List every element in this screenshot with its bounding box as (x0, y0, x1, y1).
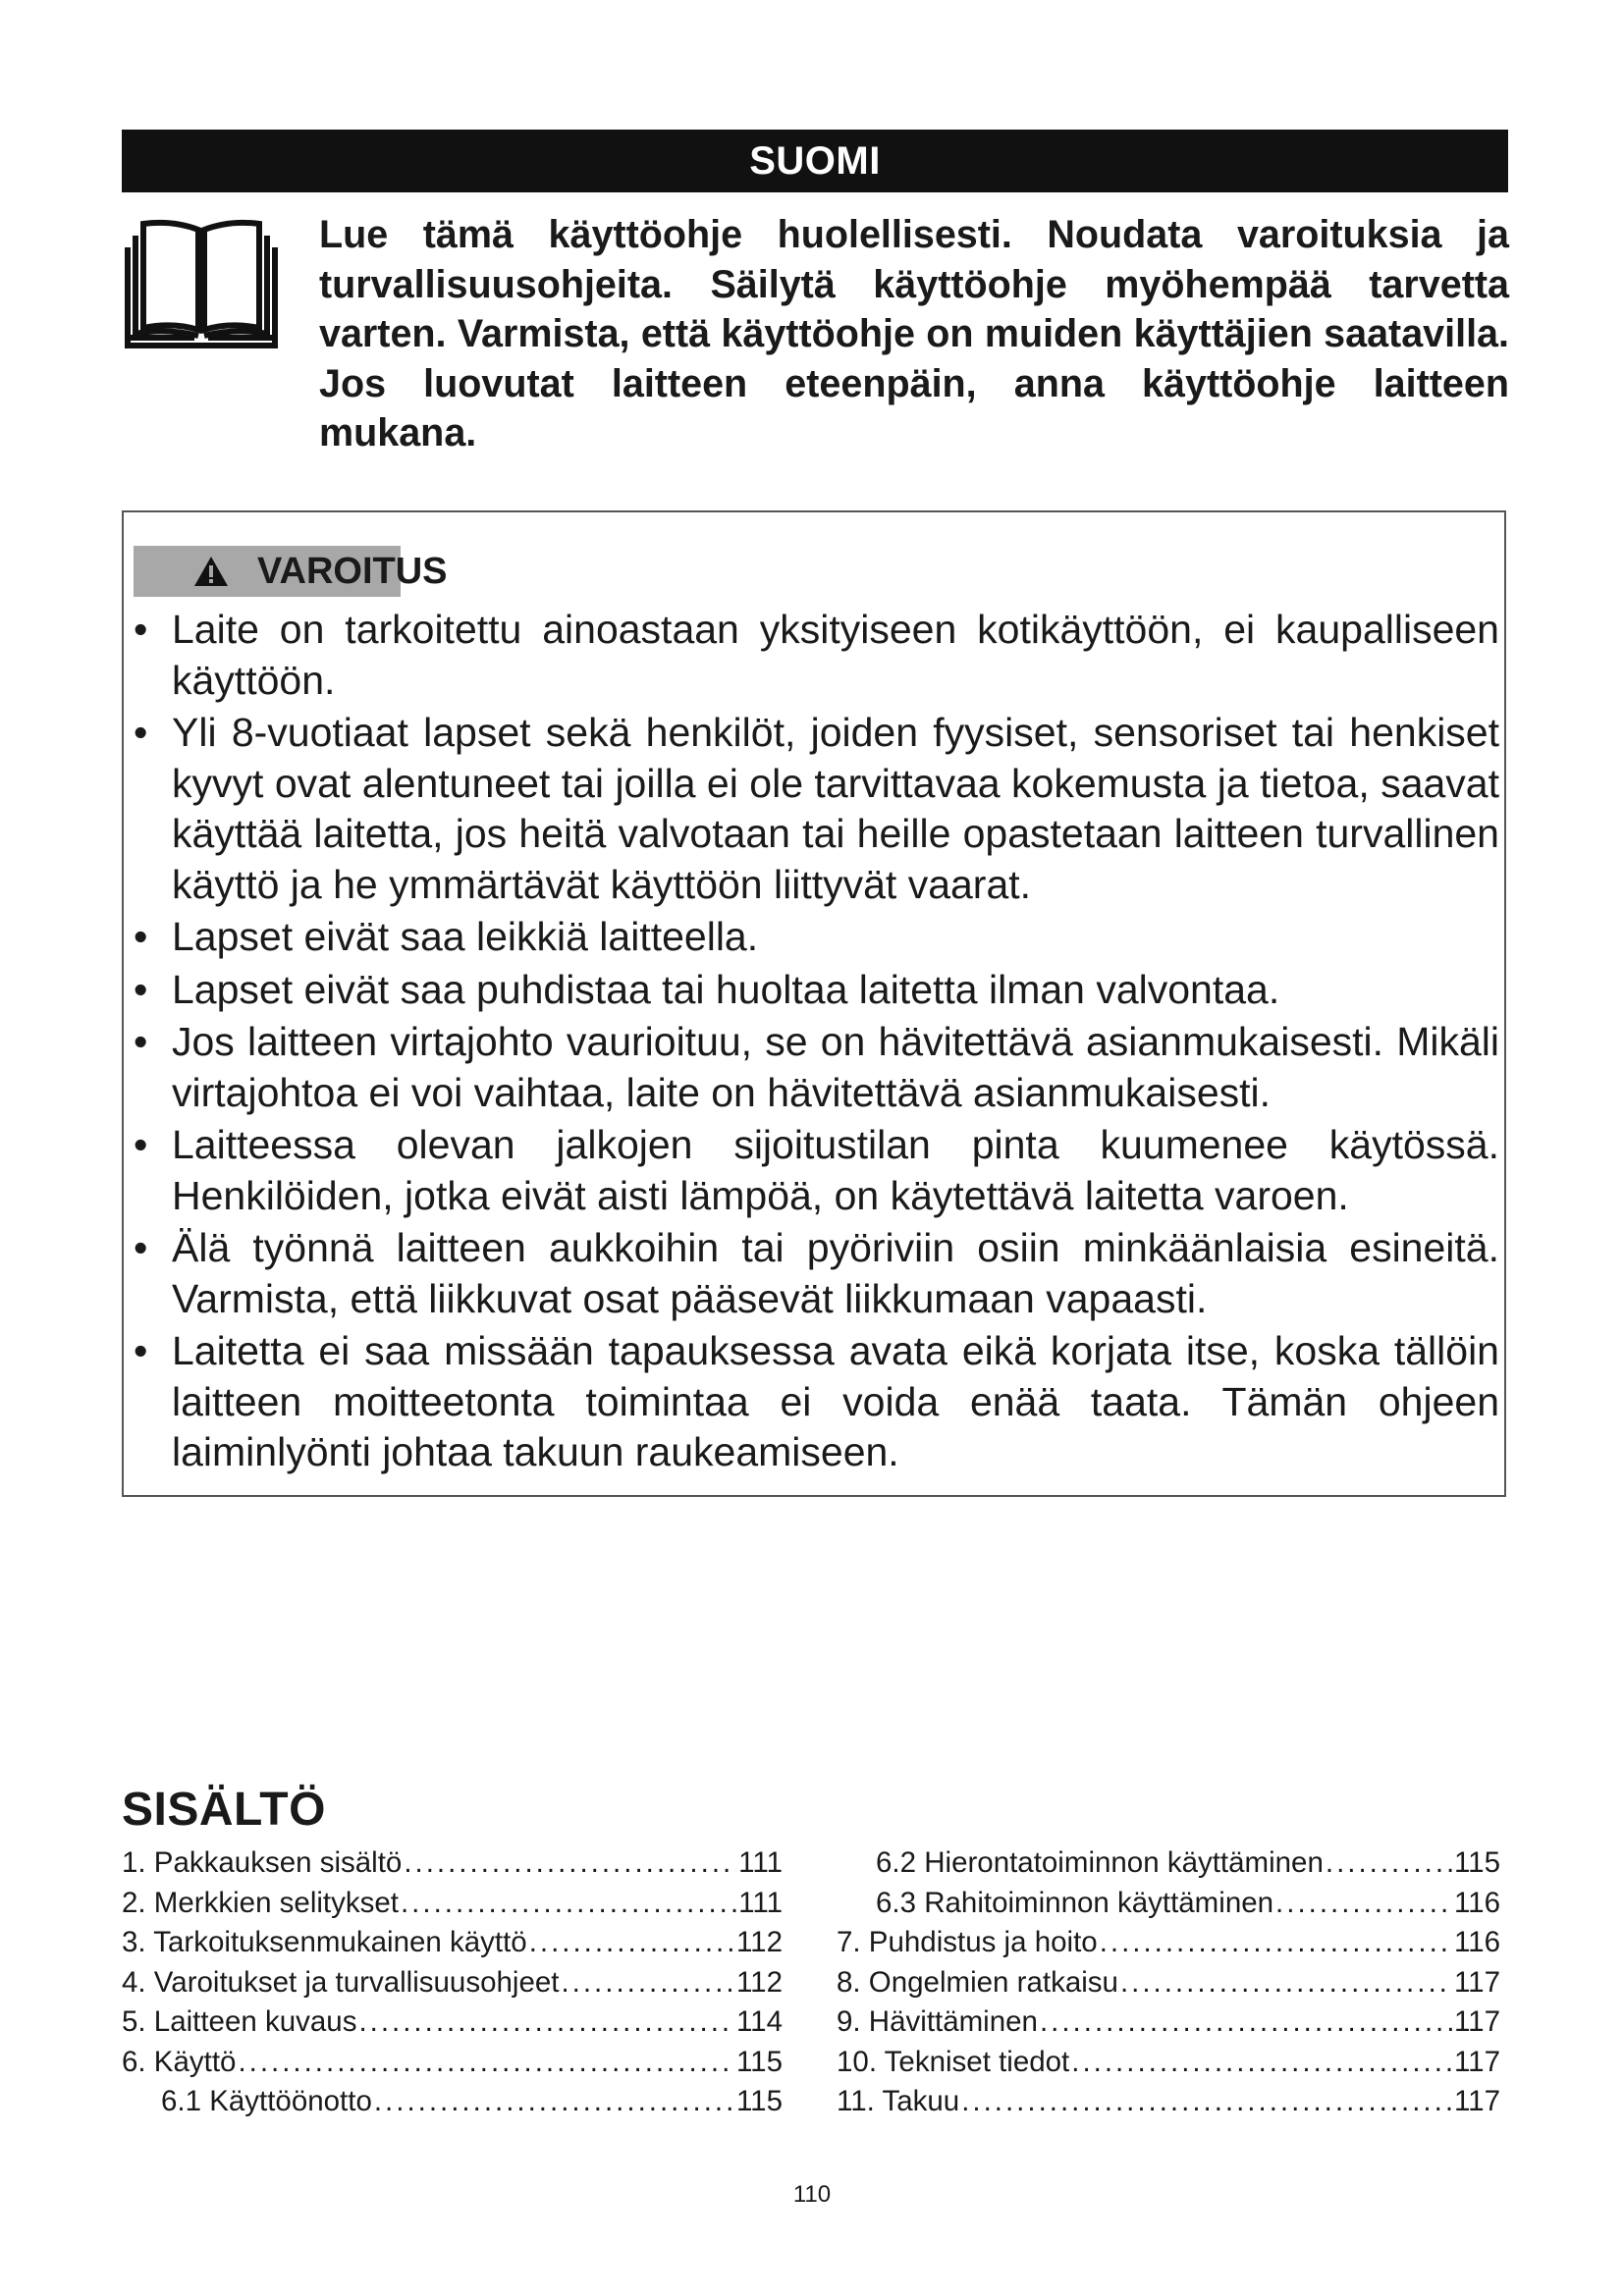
toc-entry-label: 3. Tarkoituksenmukainen käyttö (122, 1926, 527, 1958)
toc-entry[interactable] (837, 2005, 1500, 2046)
toc-leader-dots (374, 2085, 734, 2118)
toc-entry-page: 111 (738, 1846, 783, 1879)
toc-entry[interactable] (837, 1887, 1500, 1927)
toc-entry-page: 117 (1453, 2005, 1500, 2038)
toc-entry[interactable] (122, 1887, 783, 1927)
toc-entry-page: 117 (1453, 2045, 1500, 2078)
toc-leader-dots (961, 2085, 1452, 2118)
toc-entry-label: 7. Puhdistus ja hoito (837, 1926, 1098, 1958)
toc-entry[interactable] (837, 2046, 1500, 2086)
warning-item: • Älä työnnä laitteen aukkoihin tai pyöriviin osiin minkäänlaisia esineitä. Varmista, että liikkuvat osat pääsevät liikkumaan vapaasti. (124, 1223, 1499, 1324)
toc-leader-dots (1120, 1966, 1452, 2000)
toc-leader-dots (1275, 1887, 1452, 1920)
toc-entry[interactable] (122, 1846, 783, 1887)
warning-item: • Lapset eivät saa leikkiä laitteella. (124, 912, 1499, 963)
toc-entry[interactable] (837, 1846, 1500, 1887)
toc-leader-dots (561, 1966, 734, 2000)
intro-text: Lue tämä käyttöohje huolellisesti. Noudata varoituksia ja turvallisuusohjeita. Säilytä käyttöohje myöhempää tarvetta varten. Varmista, että käyttöohje on muiden käyttäjien saatavilla. Jos luovutat laitteen eteenpäin, anna käyttöohje laitteen mukana. (319, 213, 1509, 454)
toc-right-column (837, 1846, 1500, 2125)
toc-entry-page: 112 (735, 1926, 783, 1958)
warning-item: • Jos laitteen virtajohto vaurioituu, se on hävitettävä asianmukaisesti. Mikäli virtajohtoa ei voi vaihtaa, laite on hävitettävä asianmukaisesti. (124, 1017, 1499, 1118)
toc-entry-label: 4. Varoitukset ja turvallisuusohjeet (122, 1965, 560, 1999)
toc-entry-page: 117 (1453, 2085, 1500, 2117)
toc-entry[interactable] (837, 2085, 1500, 2125)
toc-entry-label: 11. Takuu (837, 2085, 960, 2117)
toc-entry-label: 6. Käyttö (122, 2045, 237, 2078)
toc-entry[interactable] (837, 1926, 1500, 1966)
warning-heading (134, 546, 448, 597)
toc-leader-dots (1040, 2005, 1452, 2039)
toc-leader-dots (401, 1887, 736, 1920)
toc-entry-label: 6.3 Rahitoiminnon käyttäminen (876, 1886, 1274, 1919)
toc-entry-page: 116 (1453, 1886, 1500, 1919)
toc-entry-page: 112 (735, 1965, 783, 1999)
toc-entry[interactable] (122, 2005, 783, 2046)
toc-title: SISÄLTÖ (122, 1784, 326, 1836)
toc-entry-label: 5. Laitteen kuvaus (122, 2005, 357, 2038)
toc-entry-page: 114 (735, 2005, 783, 2038)
toc-entry[interactable] (122, 2046, 783, 2086)
language-header (122, 130, 1508, 192)
toc-leader-dots (1071, 2046, 1452, 2079)
toc-entry-label: 1. Pakkauksen sisältö (122, 1846, 403, 1879)
warning-title: VAROITUS (257, 550, 448, 592)
toc-entry-label: 9. Hävittäminen (837, 2005, 1038, 2038)
warning-item: • Yli 8-vuotiaat lapset sekä henkilöt, joiden fyysiset, sensoriset tai henkiset kyvyt ovat alentuneet tai joilla ei ole tarvittavaa kokemusta ja tietoa, saavat käyttää laitetta, jos heitä valvotaan tai heille opastetaan laitteen turvallinen käyttö ja he ymmärtävät käyttöön liittyvät vaarat. (124, 708, 1499, 910)
toc-entry-label: 6.1 Käyttöönotto (161, 2085, 372, 2117)
toc-entry-label: 10. Tekniset tiedot (837, 2045, 1070, 2078)
toc-leader-dots (238, 2046, 734, 2079)
toc-leader-dots (529, 1926, 734, 1959)
toc-entry-page: 115 (735, 2085, 783, 2117)
warning-triangle-icon (192, 555, 230, 588)
toc-entry-page: 116 (1453, 1926, 1500, 1958)
warning-list (124, 605, 1508, 1480)
toc-leader-dots (1326, 1846, 1452, 1880)
toc-entry-label: 6.2 Hierontatoiminnon käyttäminen (876, 1846, 1324, 1879)
toc-entry-page: 117 (1453, 1965, 1500, 1999)
toc-entry[interactable] (837, 1966, 1500, 2006)
toc-leader-dots (358, 2005, 734, 2039)
warning-item: • Lapset eivät saa puhdistaa tai huoltaa laitetta ilman valvontaa. (124, 965, 1499, 1016)
open-book-icon (122, 218, 281, 351)
toc-entry-page: 111 (738, 1886, 783, 1919)
toc-entry-label: 2. Merkkien selitykset (122, 1886, 399, 1919)
warning-box (122, 510, 1506, 1497)
toc-entry[interactable] (122, 1926, 783, 1966)
toc-leader-dots (404, 1846, 736, 1880)
toc-entry-page: 115 (735, 2045, 783, 2078)
toc-entry-page: 115 (1453, 1846, 1500, 1879)
toc-entry-label: 8. Ongelmien ratkaisu (837, 1965, 1118, 1999)
page-number: 110 (792, 2181, 832, 2208)
warning-item: • Laitteessa olevan jalkojen sijoitustilan pinta kuumenee käytössä. Henkilöiden, jotka eivät aisti lämpöä, on käytettävä laitetta varoen. (124, 1120, 1499, 1221)
toc-entry[interactable] (122, 2085, 783, 2125)
toc-leader-dots (1100, 1926, 1452, 1959)
warning-item: • Laite on tarkoitettu ainoastaan yksityiseen kotikäyttöön, ei kaupalliseen käyttöön. (124, 605, 1499, 706)
language-title: SUOMI (749, 138, 881, 183)
toc-left-column (122, 1846, 783, 2125)
toc-entry[interactable] (122, 1966, 783, 2006)
warning-item: • Laitetta ei saa missään tapauksessa avata eikä korjata itse, koska tällöin laitteen moitteetonta toimintaa ei voida enää taata. Tämän ohjeen laiminlyönti johtaa takuun raukeamiseen. (124, 1326, 1499, 1478)
